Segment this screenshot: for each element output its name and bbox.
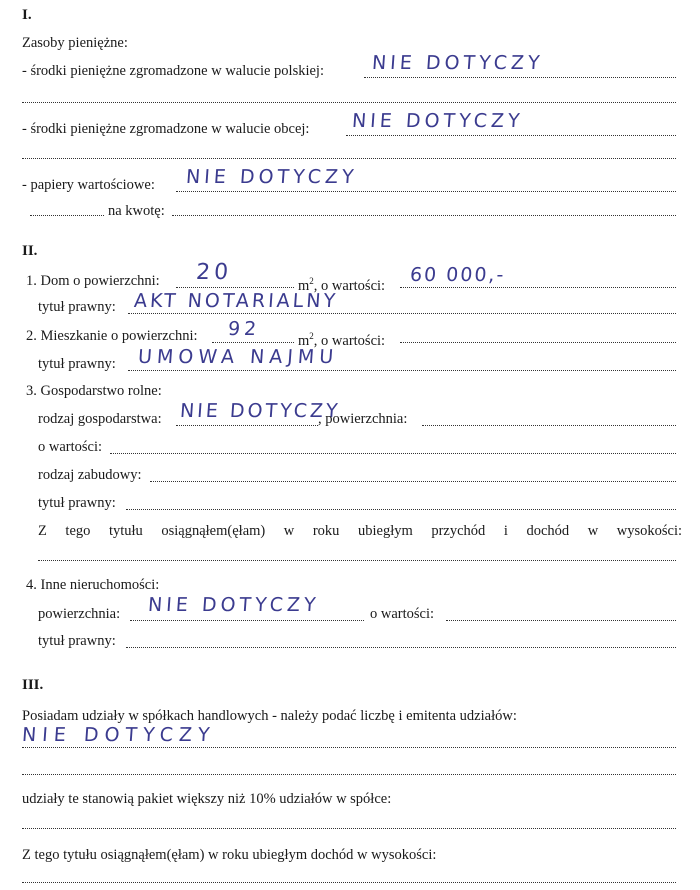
farm-value-label: o wartości: — [38, 439, 103, 455]
farm-income-line — [38, 560, 676, 561]
flat-title-label: tytuł prawny: — [38, 356, 116, 372]
cash-resources-title: Zasoby pieniężne: — [22, 35, 128, 51]
house-unit: $m^2$, o wartości: — [298, 276, 386, 294]
flat-area-line — [212, 342, 294, 343]
farm-area-line — [422, 425, 676, 426]
flat-title-value: UMOWA NAJMU — [137, 346, 339, 368]
other-property-label: 4. Inne nieruchomości: — [26, 577, 160, 593]
shares-line — [22, 747, 676, 748]
house-title-line — [128, 313, 676, 314]
house-value-line — [400, 287, 676, 288]
farm-title-line — [126, 509, 676, 510]
section-3-heading: III. — [22, 677, 44, 693]
farm-type-label: rodzaj gospodarstwa: — [38, 411, 162, 427]
section-2-heading: II. — [22, 243, 38, 259]
fx-cash-line-2 — [22, 158, 676, 159]
other-area-line — [130, 620, 364, 621]
buildings-line — [150, 481, 676, 482]
other-area-value: NIE DOTYCZY — [147, 594, 321, 616]
amount-prefix-line — [30, 215, 104, 216]
farm-area-label: , powierzchnia: — [318, 411, 408, 427]
house-title-value: AKT NOTARIALNY — [133, 290, 339, 312]
securities-value: NIE DOTYCZY — [185, 166, 359, 188]
other-area-label: powierzchnia: — [38, 606, 121, 622]
securities-label: - papiery wartościowe: — [22, 177, 155, 193]
shares-pct-label: udziały te stanowią pakiet większy niż 10% udziałów w spółce: — [22, 791, 392, 807]
house-area-value: 20 — [195, 260, 233, 285]
shares-label: Posiadam udziały w spółkach handlowych - należy podać liczbę i emitenta udziałów: — [22, 708, 517, 724]
shares-value: NIE DOTYCZY — [21, 724, 217, 746]
flat-value-line — [400, 342, 676, 343]
securities-line — [176, 191, 676, 192]
section-1-heading: I. — [22, 7, 32, 23]
farm-income-sentence: Z tego tytułu osiągnąłem(ęłam) w roku ubiegłym przychód i dochód w wysokości: — [38, 523, 682, 539]
farm-label: 3. Gospodarstwo rolne: — [26, 383, 162, 399]
other-title-line — [126, 647, 676, 648]
farm-title-label: tytuł prawny: — [38, 495, 116, 511]
pln-cash-label: - środki pieniężne zgromadzone w walucie polskiej: — [22, 63, 324, 79]
buildings-label: rodzaj zabudowy: — [38, 467, 142, 483]
pln-cash-line — [364, 77, 676, 78]
shares-line-2 — [22, 774, 676, 775]
flat-label: 2. Mieszkanie o powierzchni: — [26, 328, 198, 344]
other-value-line — [446, 620, 676, 621]
pln-cash-line-2 — [22, 102, 676, 103]
other-value-label: o wartości: — [370, 606, 435, 622]
farm-value-line — [110, 453, 676, 454]
flat-title-line — [128, 370, 676, 371]
shares-pct-line — [22, 828, 676, 829]
shares-income-label: Z tego tytułu osiągnąłem(ęłam) w roku ubiegłym dochód w wysokości: — [22, 847, 437, 863]
house-area-line — [176, 287, 294, 288]
shares-income-line — [22, 882, 676, 883]
house-value: 60 000,- — [409, 264, 507, 286]
amount-label: na kwotę: — [108, 203, 165, 219]
house-label: 1. Dom o powierzchni: — [26, 273, 160, 289]
pln-cash-value: NIE DOTYCZY — [371, 52, 545, 74]
farm-type-line — [176, 425, 318, 426]
fx-cash-value: NIE DOTYCZY — [351, 110, 525, 132]
flat-unit: $m^2$, o wartości: — [298, 331, 386, 349]
flat-area-value: 92 — [227, 318, 261, 340]
fx-cash-label: - środki pieniężne zgromadzone w walucie obcej: — [22, 121, 310, 137]
fx-cash-line — [346, 135, 676, 136]
amount-line — [172, 215, 676, 216]
house-title-label: tytuł prawny: — [38, 299, 116, 315]
farm-type-value: NIE DOTYCZY — [179, 400, 342, 422]
other-title-label: tytuł prawny: — [38, 633, 116, 649]
